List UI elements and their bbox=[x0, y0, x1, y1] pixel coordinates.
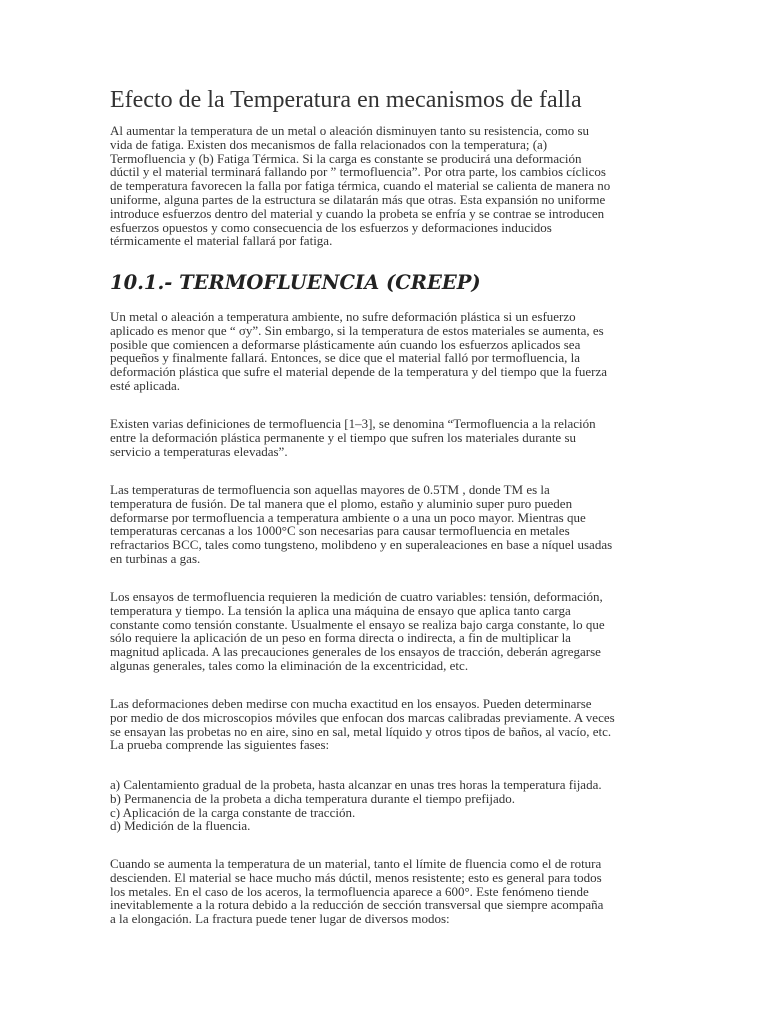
text-line: entre la deformación plástica permanente y el tiempo que sufren los materiales durante su bbox=[110, 429, 577, 445]
text-line: temperatura de fusión. De tal manera que el plomo, estaño y aluminio super puro pueden bbox=[110, 495, 573, 511]
temperatures-paragraph bbox=[110, 483, 662, 566]
text-line: Al aumentar la temperatura de un metal o aleación disminuyen tanto su resistencia, como su bbox=[110, 123, 590, 138]
list-item: b) Permanencia de la probeta a dicha temperatura durante el tiempo prefijado. bbox=[110, 790, 515, 806]
text-line: posible que comiencen a deformarse plásticamente aún cuando los esfuerzos aplicados sea bbox=[110, 336, 581, 352]
text-line: Un metal o aleación a temperatura ambiente, no sufre deformación plástica si un esfuerzo bbox=[110, 309, 576, 324]
text-line: temperaturas cercanas a los 1000°C son necesarias para causar termofluencia en metales bbox=[110, 523, 570, 539]
text-line: se ensayan las probetas no en aire, sino en sal, metal líquido y otros tipos de baños, al vacío, etc. bbox=[110, 723, 612, 739]
list-item: c) Aplicación de la carga constante de tracción. bbox=[110, 804, 356, 820]
text-line: magnitud aplicada. A las precauciones generales de los ensayos de tracción, deberán agregarse bbox=[110, 644, 601, 660]
text-line: deformación plástica que sufre el material depende de la temperatura y del tiempo que la fuerza bbox=[110, 364, 608, 380]
text-line: a la elongación. La fractura puede tener lugar de diversos modos: bbox=[110, 911, 450, 927]
text-line: los metales. En el caso de los aceros, la termofluencia aparece a 600°. Este fenómeno tiende bbox=[110, 883, 589, 899]
page-title: Efecto de la Temperatura en mecanismos de falla bbox=[110, 87, 582, 113]
text-line: sólo requiere la aplicación de un peso en forma directa o indirecta, a fin de multiplicar la bbox=[110, 630, 571, 646]
text-line: refractarios BCC, tales como tungsteno, molibdeno y en superaleaciones en base a níquel usadas bbox=[110, 537, 613, 553]
text-line: Cuando se aumenta la temperatura de un material, tanto el límite de fluencia como el de rotura bbox=[110, 856, 602, 871]
text-line: pequeños y finalmente fallará. Entonces, se dice que el material falló por termofluencia, la bbox=[110, 350, 580, 366]
text-line: térmicamente el material fallará por fatiga. bbox=[110, 233, 333, 249]
tests-paragraph bbox=[110, 590, 662, 673]
text-line: de temperatura favorecen la falla por fatiga térmica, cuando el material se calienta de manera no bbox=[110, 178, 611, 194]
text-line: en turbinas a gas. bbox=[110, 550, 201, 566]
text-line: servicio a temperaturas elevadas”. bbox=[110, 443, 288, 459]
text-line: aplicado es menor que “ σy”. Sin embargo, si la temperatura de estos materiales se aumenta, es bbox=[110, 322, 604, 338]
phases-list bbox=[110, 778, 662, 833]
definitions-paragraph bbox=[110, 417, 662, 458]
text-line: temperatura y tiempo. La tensión la aplica una máquina de ensayo que aplica tanto carga bbox=[110, 602, 571, 618]
list-item: d) Medición de la fluencia. bbox=[110, 818, 251, 834]
text-line: Los ensayos de termofluencia requieren la medición de cuatro variables: tensión, deformación, bbox=[110, 589, 603, 604]
text-line: La prueba comprende las siguientes fases: bbox=[110, 737, 330, 753]
text-line: introduce esfuerzos dentro del material y cuando la probeta se enfría y se contrae se introducen bbox=[110, 205, 605, 221]
text-line: descienden. El material se hace mucho más dúctil, menos resistente; esto es general para todos bbox=[110, 869, 602, 885]
text-line: inevitablemente a la rotura debido a la reducción de sección transversal que siempre acompaña bbox=[110, 897, 604, 913]
text-line: dúctil y el material terminará fallando por ” termofluencia”. Por otra parte, los cambios cíclicos bbox=[110, 164, 606, 180]
temperature-increase-paragraph bbox=[110, 857, 662, 926]
text-line: por medio de dos microscopios móviles que enfocan dos marcas calibradas previamente. A veces bbox=[110, 709, 615, 725]
text-line: esté aplicada. bbox=[110, 377, 181, 393]
intro-paragraph bbox=[110, 124, 662, 248]
text-line: deformarse por termofluencia a temperatura ambiente o a una un poco mayor. Mientras que bbox=[110, 509, 586, 525]
text-line: Las temperaturas de termofluencia son aquellas mayores de 0.5TM , donde TM es la bbox=[110, 482, 550, 497]
text-line: esfuerzos opuestos y como consecuencia de los esfuerzos y deformaciones inducidos bbox=[110, 219, 552, 235]
text-line: constante como tensión constante. Usualmente el ensayo se realiza bajo carga constante, lo que bbox=[110, 616, 605, 632]
text-line: vida de fatiga. Existen dos mecanismos de falla relacionados con la temperatura; (a) bbox=[110, 136, 548, 152]
text-line: Termofluencia y (b) Fatiga Térmica. Si la carga es constante se producirá una deformación bbox=[110, 150, 582, 166]
text-line: algunas generales, tales como la eliminación de la excentricidad, etc. bbox=[110, 657, 469, 673]
text-line: uniforme, alguna partes de la estructura se dilatarán más que otras. Esta expansión no uniforme bbox=[110, 191, 606, 207]
text-line: Las deformaciones deben medirse con mucha exactitud en los ensayos. Pueden determinarse bbox=[110, 696, 592, 711]
creep-intro-paragraph bbox=[110, 310, 662, 393]
deformations-paragraph bbox=[110, 697, 662, 752]
list-item: a) Calentamiento gradual de la probeta, hasta alcanzar en unas tres horas la temperatura fijada. bbox=[110, 777, 602, 792]
section-heading: 10.1.- TERMOFLUENCIA (CREEP) bbox=[110, 271, 481, 294]
text-line: Existen varias definiciones de termofluencia [1–3], se denomina “Termofluencia a la relación bbox=[110, 416, 596, 431]
